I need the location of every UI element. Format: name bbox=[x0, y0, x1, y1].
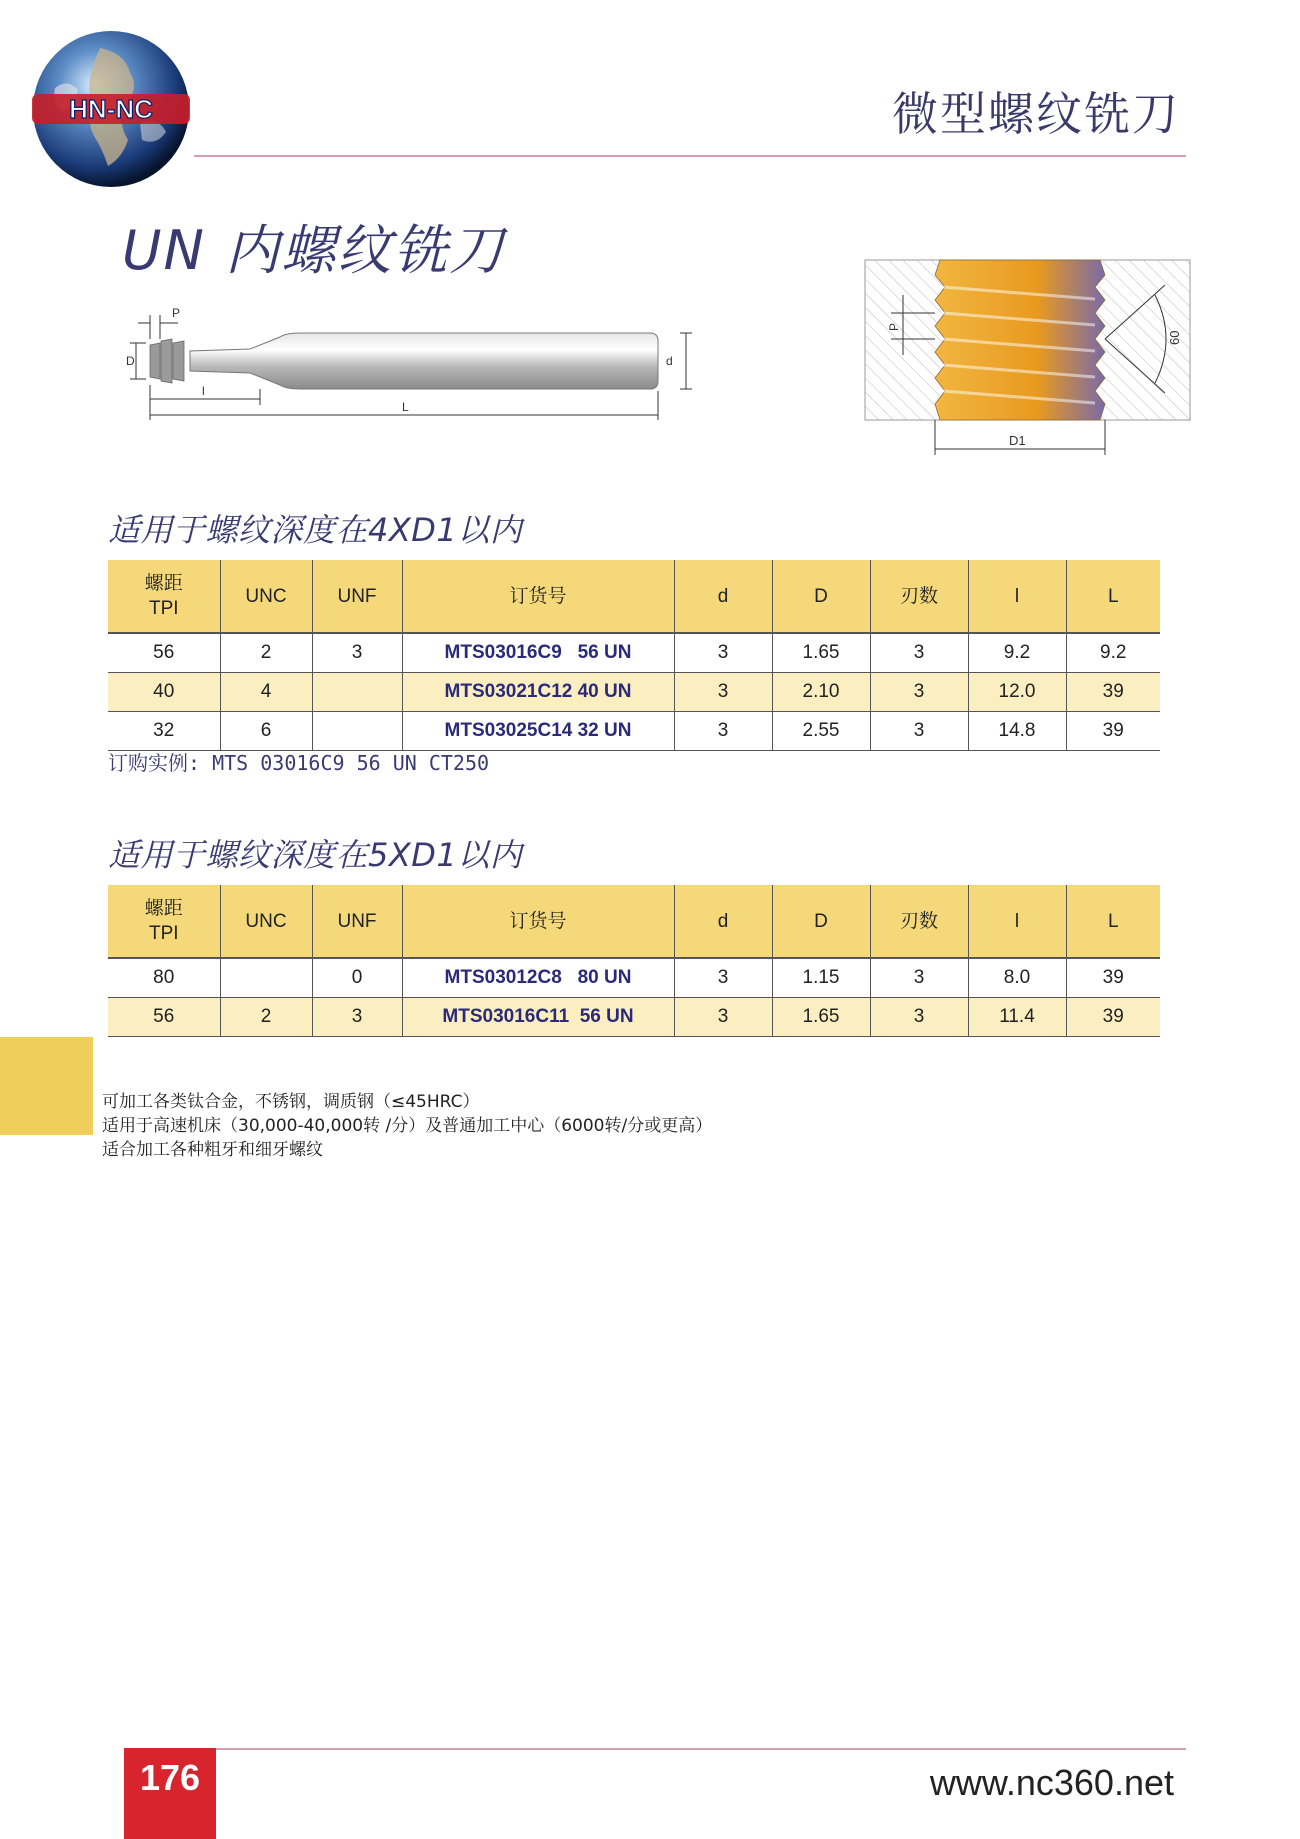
page-number: 176 bbox=[139, 1757, 201, 1798]
cell: 11.4 bbox=[968, 998, 1066, 1037]
cell: 1.65 bbox=[772, 998, 870, 1037]
cell: 39 bbox=[1066, 673, 1160, 712]
label-l: l bbox=[202, 384, 205, 398]
order-example: 订购实例: MTS 03016C9 56 UN CT250 bbox=[108, 751, 490, 775]
cell: 9.2 bbox=[1066, 633, 1160, 673]
col-tpi: 螺距 TPI bbox=[108, 560, 220, 633]
table1-title: 适用于螺纹深度在4XD1以内 bbox=[108, 511, 523, 549]
order-number: MTS03021C12 40 UN bbox=[402, 673, 674, 712]
order-number: MTS03016C9 56 UN bbox=[402, 633, 674, 673]
table2-title: 适用于螺纹深度在5XD1以内 bbox=[108, 836, 523, 874]
cell bbox=[312, 673, 402, 712]
cell: 39 bbox=[1066, 958, 1160, 998]
cell: 4 bbox=[220, 673, 312, 712]
cell: 2.55 bbox=[772, 712, 870, 751]
col-unc: UNC bbox=[220, 560, 312, 633]
col-d: d bbox=[674, 560, 772, 633]
logo-text: HN-NC bbox=[69, 94, 153, 124]
cell: 0 bbox=[312, 958, 402, 998]
cell: 32 bbox=[108, 712, 220, 751]
label-angle: 60 bbox=[1167, 330, 1182, 345]
note-line: 适合加工各种粗牙和细牙螺纹 bbox=[102, 1140, 323, 1160]
col-unf: UNF bbox=[312, 560, 402, 633]
label-D1: D1 bbox=[1009, 433, 1026, 448]
website-link[interactable]: www.nc360.net bbox=[929, 1762, 1174, 1803]
col-flutes: 刃数 bbox=[870, 885, 968, 958]
cell: 9.2 bbox=[968, 633, 1066, 673]
col-order-no: 订货号 bbox=[402, 560, 674, 633]
col-unc: UNC bbox=[220, 885, 312, 958]
table-row bbox=[108, 998, 1160, 1037]
note-line: 适用于高速机床（30,000-40,000转 /分）及普通加工中心（6000转/分或更高） bbox=[102, 1116, 713, 1136]
table-header-row bbox=[108, 560, 1160, 633]
cell: 8.0 bbox=[968, 958, 1066, 998]
cell: 3 bbox=[870, 633, 968, 673]
cell: 12.0 bbox=[968, 673, 1066, 712]
col-unf: UNF bbox=[312, 885, 402, 958]
label-d: d bbox=[666, 354, 673, 368]
label-p: P bbox=[172, 306, 181, 320]
cell: 3 bbox=[312, 633, 402, 673]
cell: 3 bbox=[870, 673, 968, 712]
cell: 39 bbox=[1066, 712, 1160, 751]
cell: 1.65 bbox=[772, 633, 870, 673]
cutting-head bbox=[150, 339, 184, 383]
cell: 80 bbox=[108, 958, 220, 998]
cell: 2 bbox=[220, 998, 312, 1037]
note-line: 可加工各类钛合金，不锈钢，调质钢（≤45HRC） bbox=[102, 1092, 480, 1112]
spec-table-5xd1 bbox=[108, 885, 1160, 1037]
table-row bbox=[108, 633, 1160, 673]
header-divider bbox=[194, 155, 1186, 157]
section-title: 微型螺纹铣刀 bbox=[892, 87, 1180, 141]
order-number: MTS03012C8 80 UN bbox=[402, 958, 674, 998]
cell: 2.10 bbox=[772, 673, 870, 712]
cell bbox=[312, 712, 402, 751]
cell bbox=[220, 958, 312, 998]
thread-profile-drawing bbox=[855, 255, 1190, 470]
cell: 3 bbox=[870, 998, 968, 1037]
label-pitch: P bbox=[887, 322, 901, 331]
table-row bbox=[108, 712, 1160, 751]
page-title: UN 内螺纹铣刀 bbox=[122, 219, 506, 282]
order-number: MTS03016C11 56 UN bbox=[402, 998, 674, 1037]
cell: 3 bbox=[674, 673, 772, 712]
col-L: L bbox=[1066, 560, 1160, 633]
company-logo bbox=[30, 28, 192, 190]
cell: 56 bbox=[108, 633, 220, 673]
cell: 3 bbox=[870, 712, 968, 751]
spec-table-4xd1 bbox=[108, 560, 1160, 751]
col-tpi: 螺距 TPI bbox=[108, 885, 220, 958]
tool-dimension-drawing bbox=[126, 295, 700, 425]
cell: 56 bbox=[108, 998, 220, 1037]
cell: 40 bbox=[108, 673, 220, 712]
table-row bbox=[108, 673, 1160, 712]
label-D: D bbox=[126, 354, 135, 368]
col-l: l bbox=[968, 560, 1066, 633]
feature-notes bbox=[102, 1090, 712, 1162]
cell: 6 bbox=[220, 712, 312, 751]
cell: 3 bbox=[674, 712, 772, 751]
cell: 3 bbox=[312, 998, 402, 1037]
col-l: l bbox=[968, 885, 1066, 958]
col-D: D bbox=[772, 885, 870, 958]
order-number: MTS03025C14 32 UN bbox=[402, 712, 674, 751]
col-L: L bbox=[1066, 885, 1160, 958]
col-D: D bbox=[772, 560, 870, 633]
table-header-row bbox=[108, 885, 1160, 958]
cell: 3 bbox=[674, 633, 772, 673]
col-d: d bbox=[674, 885, 772, 958]
col-flutes: 刃数 bbox=[870, 560, 968, 633]
cell: 3 bbox=[674, 998, 772, 1037]
cell: 14.8 bbox=[968, 712, 1066, 751]
col-order-no: 订货号 bbox=[402, 885, 674, 958]
cell: 1.15 bbox=[772, 958, 870, 998]
cell: 2 bbox=[220, 633, 312, 673]
footer-divider bbox=[124, 1748, 1186, 1750]
cell: 39 bbox=[1066, 998, 1160, 1037]
cell: 3 bbox=[870, 958, 968, 998]
side-tab-marker bbox=[0, 1037, 93, 1135]
label-L: L bbox=[402, 400, 409, 414]
cell: 3 bbox=[674, 958, 772, 998]
table-row bbox=[108, 958, 1160, 998]
